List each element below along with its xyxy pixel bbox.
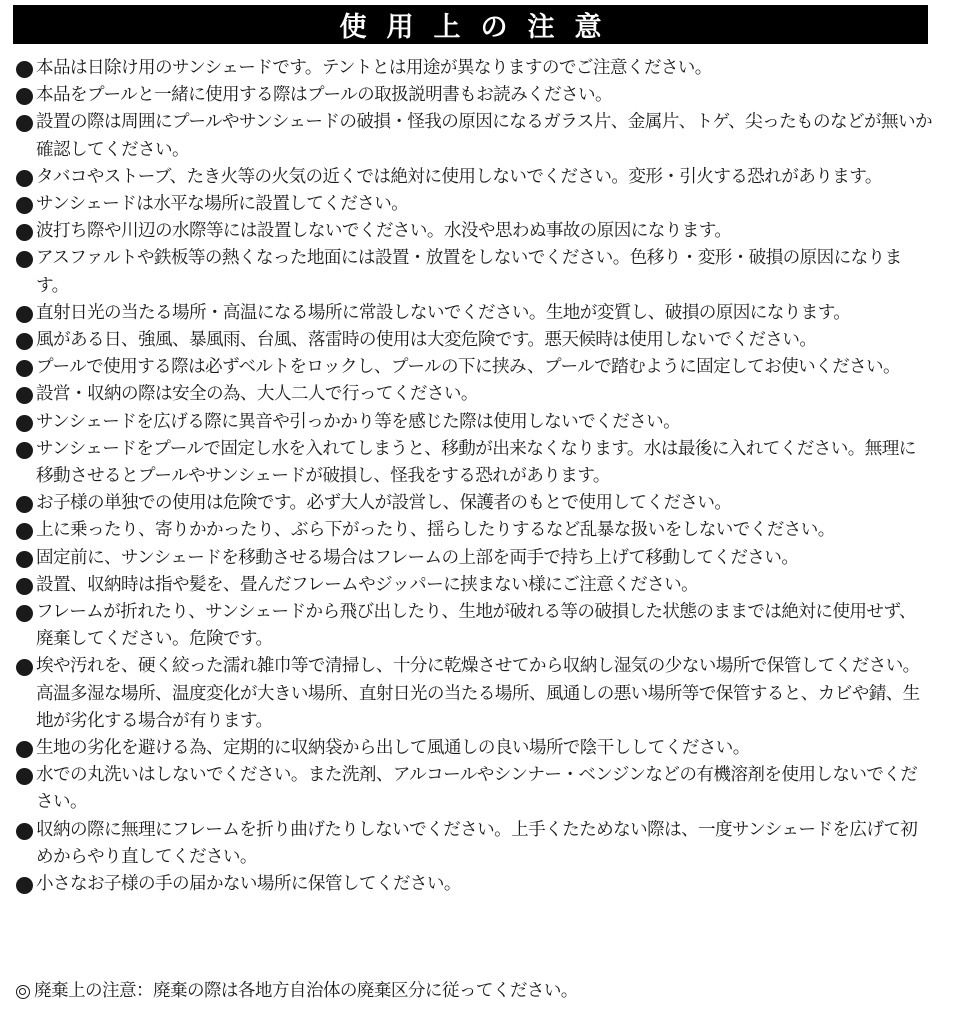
caution-item [16,572,932,599]
caution-text: 波打ち際や川辺の水際等には設置しないでください。水没や思わぬ事故の原因になります。 [36,221,732,242]
caution-item [16,653,932,735]
caution-item [16,164,932,191]
caution-list [16,55,932,898]
caution-item [16,327,932,354]
bullet-icon [16,442,33,459]
caution-item [16,490,932,517]
caution-item [16,191,932,218]
disposal-note [16,978,578,1005]
caution-text: 設置の際は周囲にプールやサンシェードの破損・怪我の原因になるガラス片、金属片、トゲ、尖ったものなどが無いか確認してください。 [36,112,933,160]
caution-text: 風がある日、強風、暴風雨、台風、落雷時の使用は大変危険です。悪天候時は使用しないでください。 [36,330,817,351]
caution-item [16,735,932,762]
caution-item [16,381,932,408]
bullet-icon [16,551,33,568]
bullet-icon [16,197,33,214]
caution-text: 固定前に、サンシェードを移動させる場合はフレームの上部を両手で持ち上げて移動してください。 [36,547,799,568]
page-title: 使用上の注意 [339,12,622,43]
bullet-icon [16,877,33,894]
bullet-icon [16,496,33,513]
caution-text: 小さなお子様の手の届かない場所に保管してください。 [36,874,461,895]
caution-item [16,300,932,327]
caution-text: 本品は日除け用のサンシェードです。テントとは用途が異なりますのでご注意ください。 [36,58,712,78]
caution-text: 水での丸洗いはしないでください。また洗剤、アルコールやシンナー・ベンジンなどの有機溶剤を使用しないでください。 [36,765,918,813]
caution-text: 収納の際に無理にフレームを折り曲げたりしないでください。上手くたためない際は、一度サンシェードを広げて初めからやり直してください。 [36,819,918,867]
bullet-icon [16,251,33,268]
caution-item [16,245,932,299]
caution-item [16,517,932,544]
caution-item [16,871,932,898]
bullet-icon [16,306,33,323]
caution-item [16,354,932,381]
caution-text: フレームが折れたり、サンシェードから飛び出したり、生地が破れる等の破損した状態のままでは絶対に使用せず、廃棄してください。危険です。 [36,602,916,650]
caution-item [16,109,932,163]
bullet-icon [16,578,33,595]
bullet-icon [16,523,33,540]
caution-text: タバコやストーブ、たき火等の火気の近くでは絶対に使用しないでください。変形・引火する恐れがあります。 [36,166,882,187]
caution-item [16,218,932,245]
caution-text: 埃や汚れを、硬く絞った濡れ雑巾等で清掃し、十分に乾燥させてから収納し湿気の少ない場所で保管してください。高温多湿な場所、温度変化が大きい場所、直射日光の当たる場所、風通しの悪い場所等で保管すると、カビや錆、生地が劣化する場合が有ります。 [36,656,920,731]
bullet-icon [16,170,33,187]
caution-item [16,409,932,436]
title-bar [13,5,928,44]
caution-text: サンシェードは水平な場所に設置してください。 [36,194,409,215]
caution-text: 上に乗ったり、寄りかかったり、ぶら下がったり、揺らしたりするなど乱暴な扱いをしないでください。 [36,520,835,541]
caution-text: 設置、収納時は指や髪を、畳んだフレームやジッパーに挟まない様にご注意ください。 [36,574,699,595]
caution-item [16,817,932,871]
caution-text: 本品をプールと一緒に使用する際はプールの取扱説明書もお読みください。 [36,85,613,106]
double-circle-icon [16,985,30,999]
caution-text: サンシェードをプールで固定し水を入れてしまうと、移動が出来なくなります。水は最後に入れてください。無理に移動させるとプールやサンシェードが破損し、怪我をする恐れがあります。 [36,438,916,487]
caution-text: 設営・収納の際は安全の為、大人二人で行ってください。 [36,384,478,405]
bullet-icon [16,768,33,785]
bullet-icon [16,224,33,241]
bullet-icon [16,115,33,132]
bullet-icon [16,741,33,758]
caution-item [16,436,932,490]
bullet-icon [16,61,33,78]
caution-item [16,82,932,109]
caution-text: プールで使用する際は必ずベルトをロックし、プールの下に挟み、プールで踏むように固定してお使いください。 [36,357,901,378]
caution-text: 直射日光の当たる場所・高温になる場所に常設しないでください。生地が変質し、破損の原因になります。 [36,302,851,323]
caution-text: 生地の劣化を避ける為、定期的に収納袋から出して風通しの良い場所で陰干ししてください。 [36,738,750,759]
disposal-text: 廃棄上の注意：廃棄の際は各地方自治体の廃棄区分に従ってください。 [34,981,578,1001]
caution-item [16,762,932,816]
caution-text: アスファルトや鉄板等の熱くなった地面には設置・放置をしないでください。色移り・変形・破損の原因になります。 [36,248,902,296]
caution-item [16,55,932,82]
bullet-icon [16,605,33,622]
caution-item [16,545,932,572]
bullet-icon [16,88,33,105]
bullet-icon [16,387,33,404]
caution-text: サンシェードを広げる際に異音や引っかかり等を感じた際は使用しないでください。 [36,411,681,432]
bullet-icon [16,333,33,350]
caution-text: お子様の単独での使用は危険です。必ず大人が設営し、保護者のもとで使用してください。 [36,493,732,514]
bullet-icon [16,360,33,377]
bullet-icon [16,659,33,676]
bullet-icon [16,823,33,840]
bullet-icon [16,415,33,432]
caution-item [16,599,932,653]
